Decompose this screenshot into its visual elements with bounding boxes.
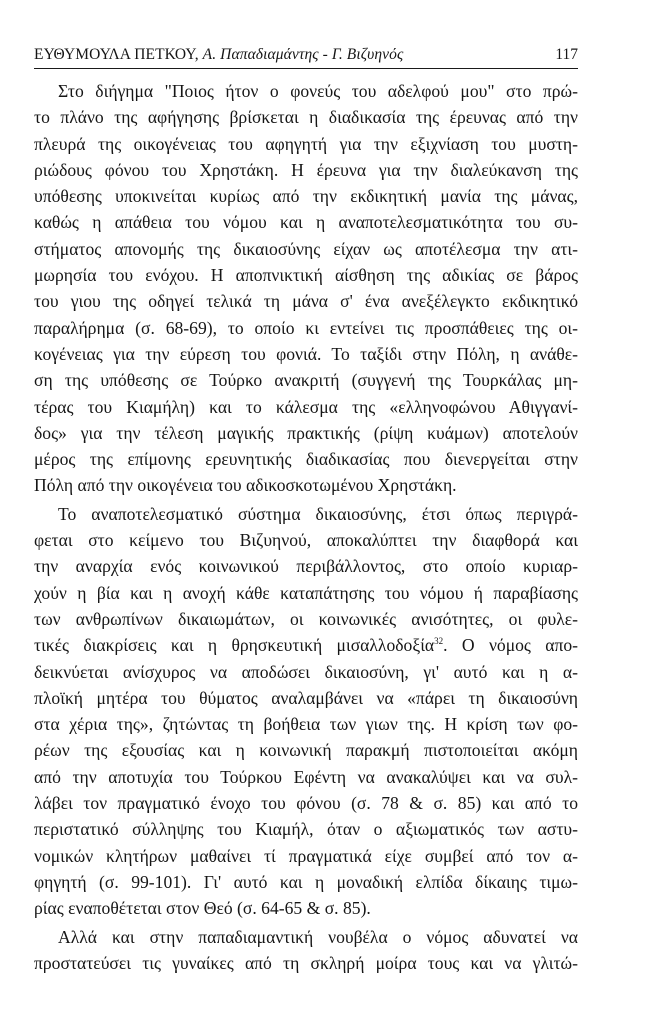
text-line: το πλάνο της αφήγησης βρίσκεται η διαδικασία της έρευνας από την bbox=[34, 107, 578, 128]
text-line: ριώδους φόνου του Χρηστάκη. Η έρευνα για την διαλεύκανση της bbox=[34, 159, 578, 180]
text-line: παραλήρημα (σ. 68-69), το οποίο κι εντείνει τις προσπάθειες της οι- bbox=[34, 317, 578, 338]
text-segment: . Ο νόμος απο- bbox=[443, 635, 579, 656]
text-line: Πόλη από την οικογένεια του αδικοσκοτωμένου Χρηστάκη. bbox=[34, 475, 457, 496]
text-line: ση της υπόθεσης σε Τούρκο ανακριτή (συγγενή της Τουρκάλας μη- bbox=[34, 370, 578, 391]
text-line: φηγητή (σ. 99-101). Γι' αυτό και η μοναδική ελπίδα δίκαιης τιμω- bbox=[34, 871, 578, 892]
text-line: ρέων της εξουσίας και η κοινωνική παρακμή πιστοποιείται ακόμη bbox=[34, 740, 578, 761]
body-text bbox=[34, 78, 578, 978]
text-line: καθώς η απάθεια του νόμου και η αναποτελεσματικότητα του συ- bbox=[34, 212, 578, 233]
text-line: Στο διήγημα "Ποιος ήτον ο φονεύς του αδελφού μου" στο πρώ- bbox=[58, 81, 578, 101]
text-line: νομικών κλητήρων μαθαίνει τί πραγματικά είχε συμβεί από τον α- bbox=[34, 845, 578, 866]
paragraph-1 bbox=[34, 78, 578, 499]
text-line: την αναρχία ενός κοινωνικού περιβάλλοντος, στο οποίο κυριαρ- bbox=[34, 556, 578, 577]
text-line: από την αποτυχία του Τούρκου Εφέντη να ανακαλύψει και να συλ- bbox=[34, 766, 578, 787]
text-line: του γιου της οδηγεί τελικά τη μάνα σ' ένα ανεξέλεγκτο εκδικητικό bbox=[34, 291, 578, 312]
text-segment: τικές διακρίσεις και η θρησκευτική μισαλλοδοξία bbox=[34, 635, 435, 656]
text-line: Το αναποτελεσματικό σύστημα δικαιοσύνης, έτσι όπως περιγρά- bbox=[58, 503, 578, 524]
text-line: προστατεύσει τις γυναίκες από τη σκληρή μοίρα τους και να γλιτώ- bbox=[34, 952, 578, 973]
text-line: στα χέρια της», ζητώντας τη βοήθεια των γιων της. Η κρίση των φο- bbox=[34, 714, 578, 735]
text-line: υπόθεσης υποκινείται κυρίως από την εκδικητική μανία της μάνας, bbox=[34, 186, 578, 207]
text-line: πλοϊκή μητέρα του θύματος αναλαμβάνει να «πάρει τη δικαιοσύνη bbox=[34, 687, 578, 708]
text-line: μωρησία του ενόχου. Η αποπνικτική αίσθηση της αδικίας σε βάρος bbox=[34, 265, 578, 286]
text-line: μέρος της επίμονης ερευνητικής διαδικασίας που διενεργείται στην bbox=[34, 449, 578, 470]
paragraph-3 bbox=[34, 924, 578, 977]
text-line: δεικνύεται ανίσχυρος να αποδώσει δικαιοσύνη, γι' αυτό και η α- bbox=[34, 661, 578, 682]
text-line-with-footnote bbox=[34, 632, 578, 658]
text-line: κογένειας για την εύρεση του φονιά. Το ταξίδι στην Πόλη, η ανάθε- bbox=[34, 343, 578, 364]
text-line: στήματος απονομής της δικαιοσύνης είχαν ως αποτέλεσμα την ατι- bbox=[34, 238, 578, 259]
paragraph-2 bbox=[34, 501, 578, 922]
header-subject: Α. Παπαδιαμάντης - Γ. Βιζυηνός bbox=[202, 46, 404, 63]
footnote-reference: 32 bbox=[434, 636, 444, 647]
header-author: ΕΥΘΥΜΟΥΛΑ ΠΕΤΚΟΥ, bbox=[34, 46, 199, 63]
header-authors bbox=[34, 46, 403, 64]
text-line: περιστατικό σύλληψης του Κιαμήλ, όταν ο αξιωματικός των αστυ- bbox=[34, 819, 578, 840]
running-header bbox=[34, 46, 578, 69]
text-line: τέρας του Κιαμήλη) και το κάλεσμα της «ελληνοφώνου Αθιγγανί- bbox=[34, 396, 578, 417]
text-line: Αλλά και στην παπαδιαμαντική νουβέλα ο νόμος αδυνατεί να bbox=[58, 926, 578, 947]
text-line: λάβει τον πραγματικό ένοχο του φόνου (σ. 78 & σ. 85) και από το bbox=[34, 793, 578, 814]
text-line: πλευρά της οικογένειας του αφηγητή για την εξιχνίαση του μυστη- bbox=[34, 133, 578, 154]
text-line: χούν η βία και η ανοχή κάθε καταπάτησης του νόμου ή παραβίασης bbox=[34, 582, 578, 603]
text-line: των ανθρωπίνων δικαιωμάτων, οι κοινωνικές ανισότητες, οι φυλε- bbox=[34, 608, 578, 629]
text-line: ρίας εναποθέτεται στον Θεό (σ. 64-65 & σ. 85). bbox=[34, 898, 371, 919]
text-line: φεται στο κείμενο του Βιζυηνού, αποκαλύπτει την διαφθορά και bbox=[34, 530, 578, 551]
text-line: δος» για την τέλεση μαγικής πρακτικής (ρίψη κυάμων) αποτελούν bbox=[34, 422, 578, 443]
page-number: 117 bbox=[555, 46, 578, 63]
